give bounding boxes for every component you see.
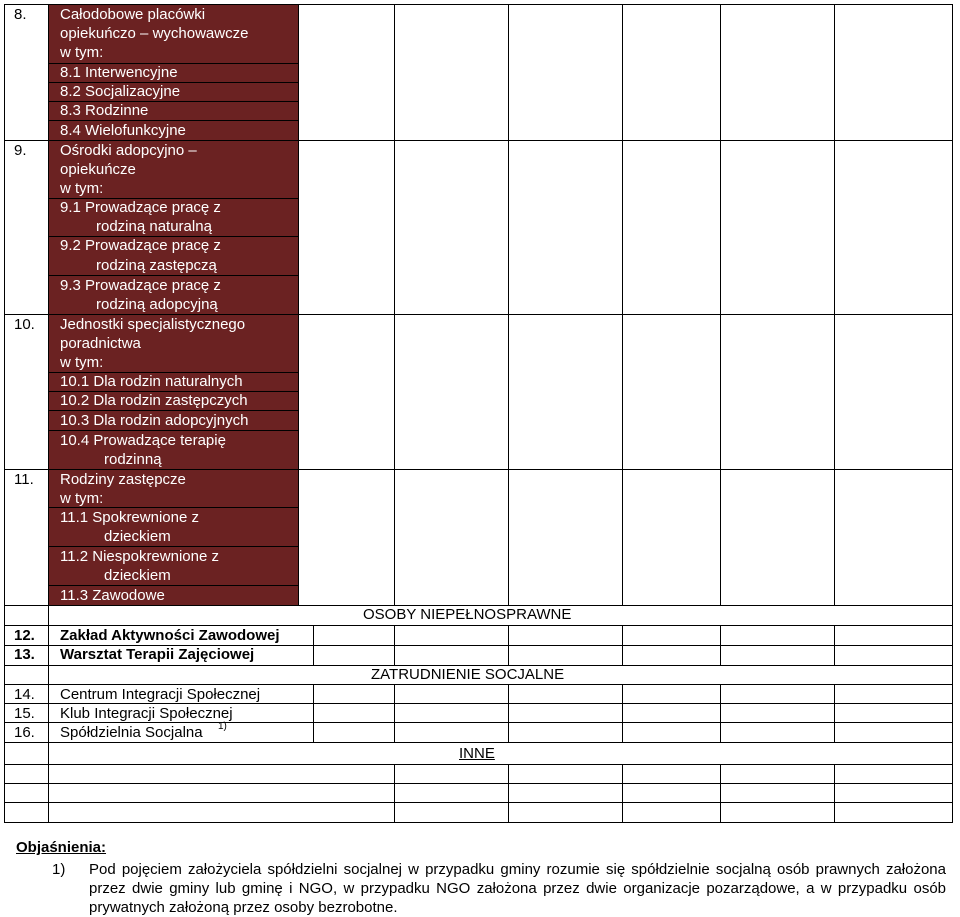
row-num-13: 13.	[14, 646, 35, 663]
row-10-label-line1: Jednostki specjalistycznego	[60, 316, 246, 333]
row-8-4-label: 8.4 Wielofunkcyjne	[60, 122, 186, 139]
notes-section	[16, 838, 946, 917]
row-15-label: Klub Integracji Społecznej	[60, 705, 233, 722]
row-11-1-label: 11.1 Spokrewnione z	[60, 509, 199, 526]
row-num-16: 16.	[14, 724, 35, 741]
row-num-12: 12.	[14, 627, 35, 644]
note-item	[16, 860, 946, 917]
row-num-14: 14.	[14, 686, 35, 703]
row-8-label-line3: w tym:	[60, 44, 104, 61]
row-num-8: 8.	[14, 6, 27, 23]
note-number: 1)	[52, 861, 66, 878]
row-9-label-line3: w tym:	[60, 180, 104, 197]
row-9-1-label: 9.1 Prowadzące pracę z	[60, 199, 221, 216]
row-8-2-label: 8.2 Socjalizacyjne	[60, 83, 181, 100]
row-10-label-line2: poradnictwa	[60, 335, 141, 352]
row-9-3-label-cont: rodziną adopcyjną	[96, 296, 218, 313]
notes-title: Objaśnienia:	[16, 839, 107, 856]
row-8-1-label: 8.1 Interwencyjne	[60, 64, 178, 81]
row-9-2-label-cont: rodziną zastępczą	[96, 257, 217, 274]
section-header-osoby: OSOBY NIEPEŁNOSPRAWNE	[363, 606, 572, 623]
row-8-3-label: 8.3 Rodzinne	[60, 102, 149, 119]
section-header-zatrudnienie: ZATRUDNIENIE SOCJALNE	[371, 666, 565, 683]
row-10-4-label-cont: rodzinną	[104, 451, 162, 468]
row-14-label: Centrum Integracji Społecznej	[60, 686, 261, 703]
row-8-label-line1: Całodobowe placówki	[60, 6, 206, 23]
row-11-1-label-cont: dzieckiem	[104, 528, 171, 545]
row-num-9: 9.	[14, 142, 27, 159]
row-10-4-label: 10.4 Prowadzące terapię	[60, 432, 226, 449]
row-8-label-line2: opiekuńczo – wychowawcze	[60, 25, 249, 42]
row-num-11: 11.	[14, 471, 34, 488]
row-num-15: 15.	[14, 705, 35, 722]
row-9-label-line2: opiekuńcze	[60, 161, 136, 178]
note-text: Pod pojęciem założyciela spółdzielni socjalnej w przypadku gminy rozumie się spółdzielnie socjalną osób prawnych założona przez dwie gminy lub gminę i NGO, w przypadku NGO założona przez dwie organizacje pozarządowe, a w przypadku osób prywatnych założoną przez osoby bezrobotne.	[89, 861, 946, 916]
row-9-1-label-cont: rodziną naturalną	[96, 218, 212, 235]
section-header-inne: INNE	[459, 745, 495, 762]
row-11-2-label: 11.2 Niespokrewnione z	[60, 548, 219, 565]
row-16-footnote-mark: 1)	[218, 721, 227, 732]
row-num-10: 10.	[14, 316, 35, 333]
row-13-label: Warsztat Terapii Zajęciowej	[60, 646, 255, 663]
row-10-label-line3: w tym:	[60, 354, 104, 371]
row-11-2-label-cont: dzieckiem	[104, 567, 171, 584]
row-16-label: Spółdzielnia Socjalna	[60, 724, 203, 741]
row-9-3-label: 9.3 Prowadzące pracę z	[60, 277, 221, 294]
row-10-3-label: 10.3 Dla rodzin adopcyjnych	[60, 412, 249, 429]
row-9-label-line1: Ośrodki adopcyjno –	[60, 142, 197, 159]
row-10-2-label: 10.2 Dla rodzin zastępczych	[60, 392, 248, 409]
row-11-label-line2: w tym:	[60, 490, 104, 507]
row-11-label-line1: Rodziny zastępcze	[60, 471, 186, 488]
row-9-2-label: 9.2 Prowadzące pracę z	[60, 237, 221, 254]
row-10-1-label: 10.1 Dla rodzin naturalnych	[60, 373, 243, 390]
row-11-3-label: 11.3 Zawodowe	[60, 587, 165, 604]
row-12-label: Zakład Aktywności Zawodowej	[60, 627, 280, 644]
